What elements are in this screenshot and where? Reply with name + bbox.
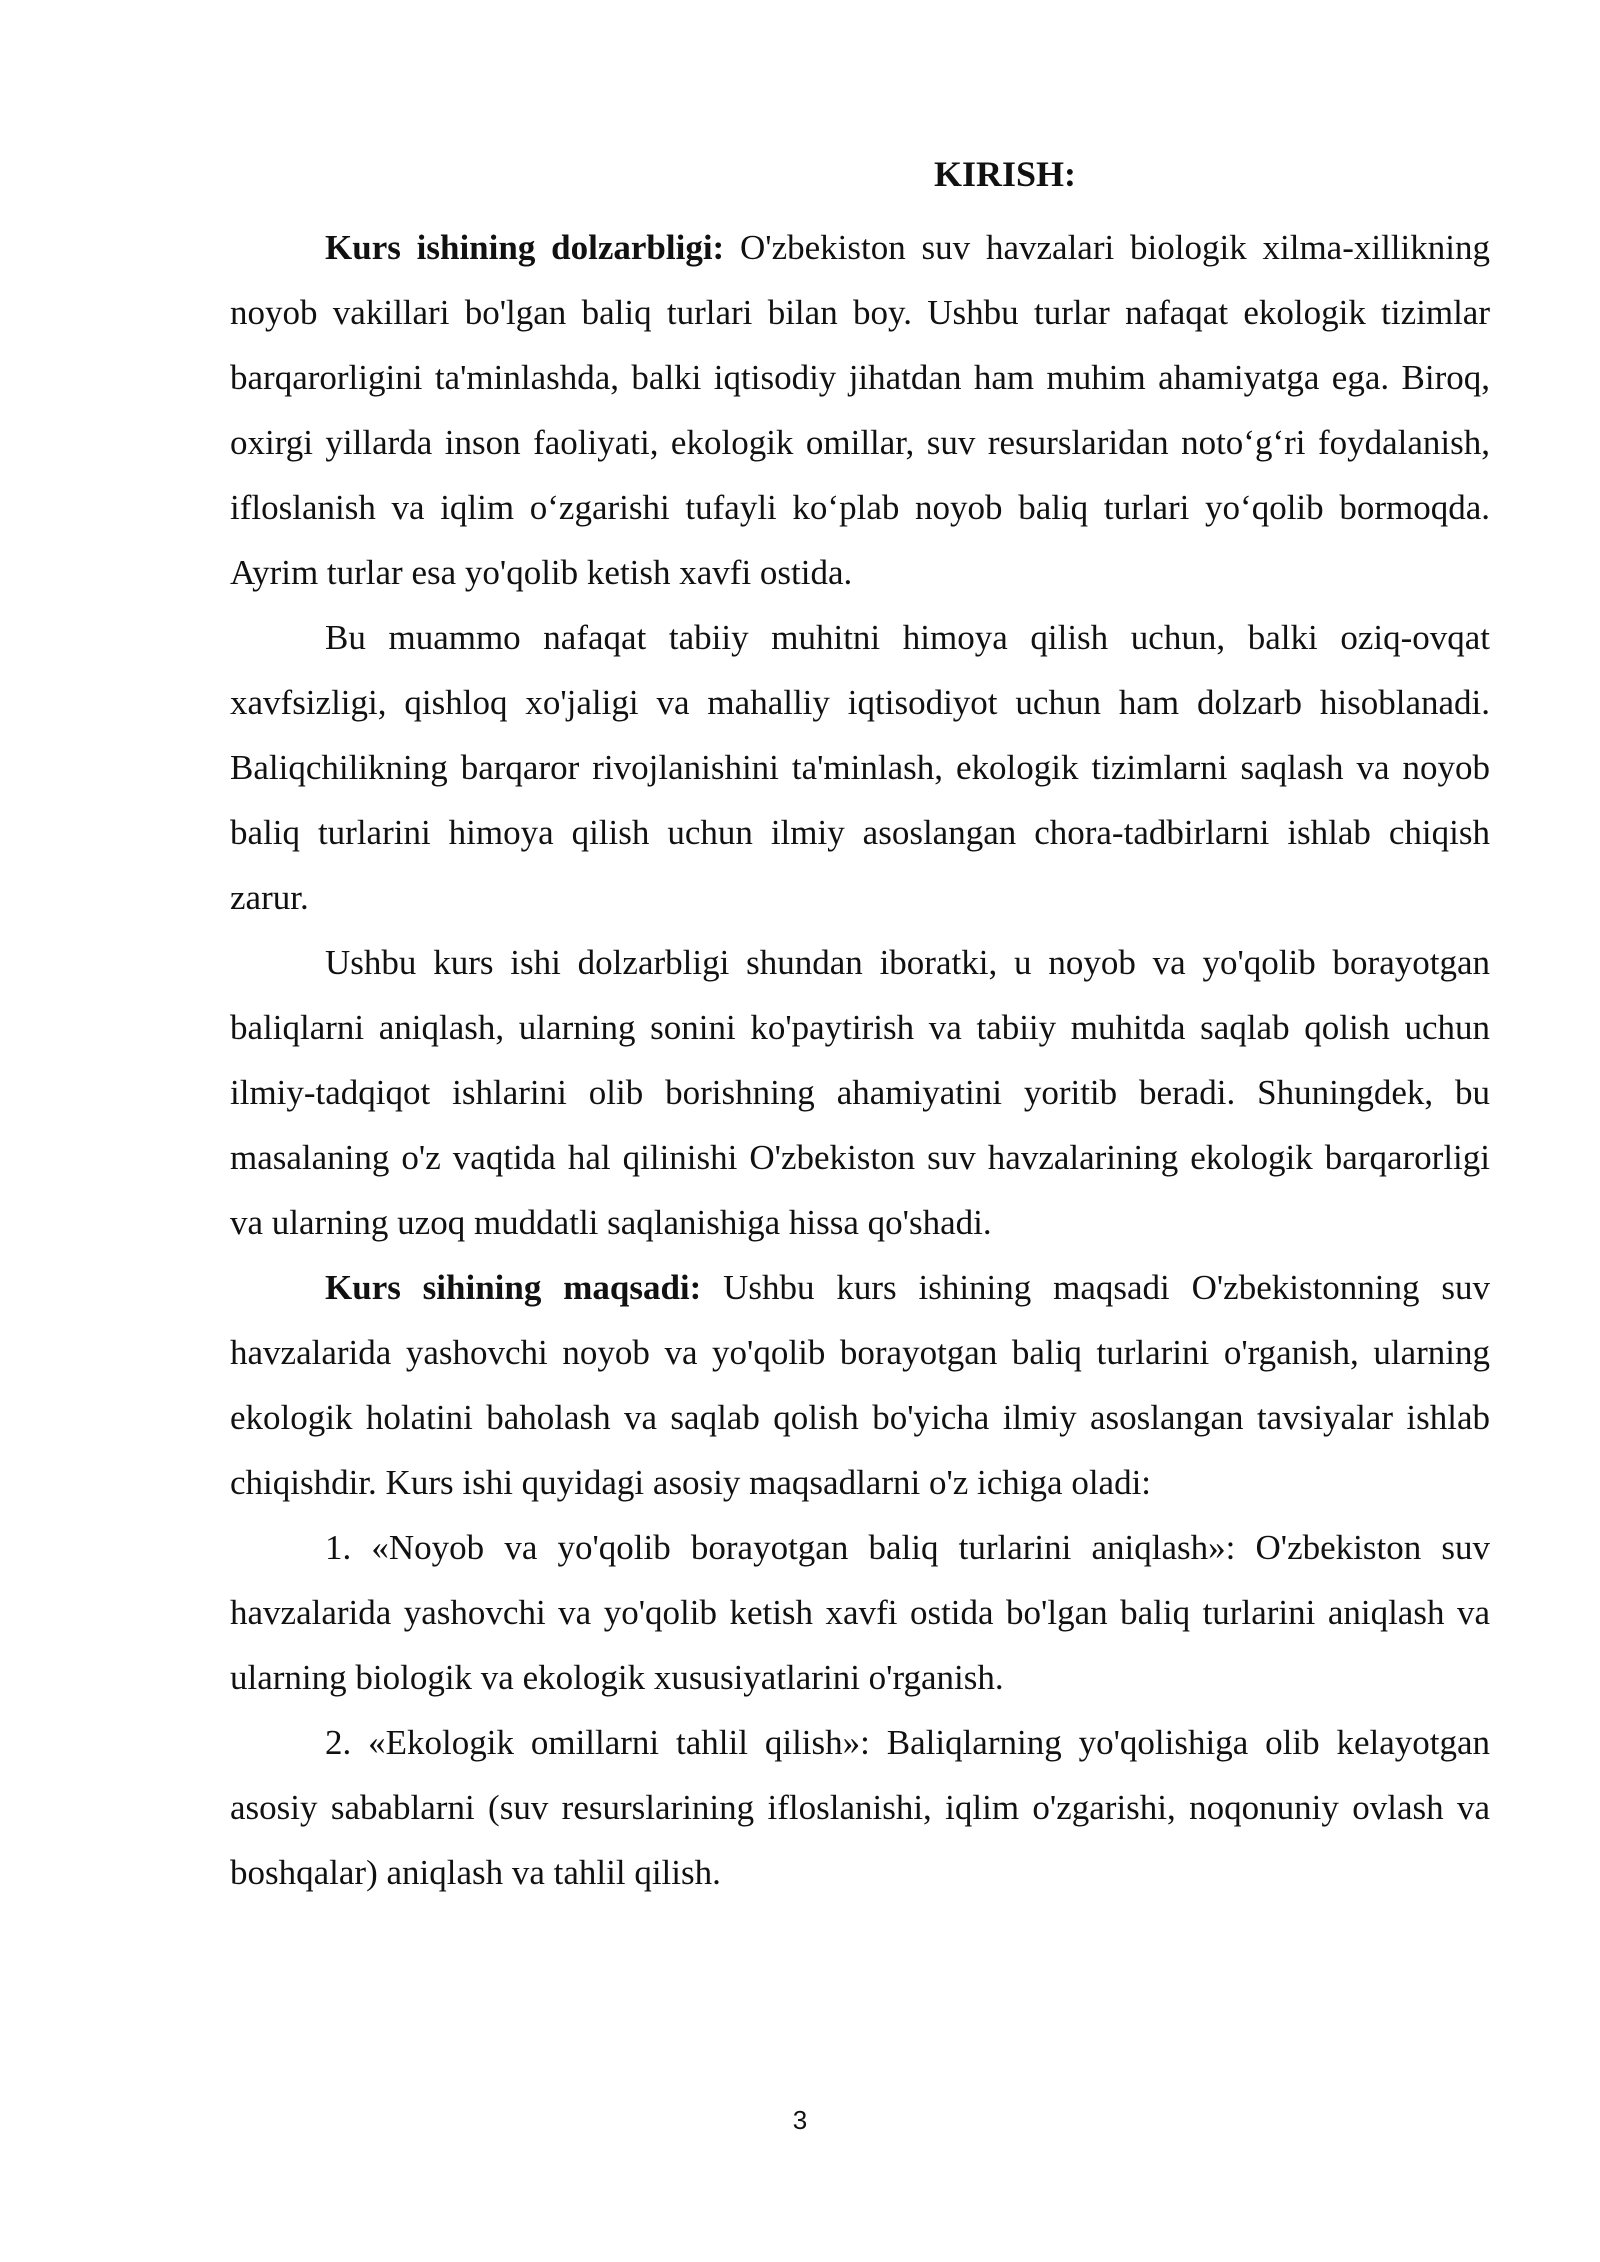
paragraph-text: Bu muammo nafaqat tabiiy muhitni himoya qilish uchun, balki oziq-ovqat xavfsizligi, qishloq xo'jaligi va mahalliy iqtisodiyot uchun ham dolzarb hisoblanadi. Baliqchilikning barqaror rivojlanishini ta'minlash, ekologik tizimlarni saqlash va noyob baliq turlarini himoya qilish uchun ilmiy asoslangan chora-tadbirlarni ishlab chiqish zarur.	[230, 618, 1490, 917]
paragraph-lead: Kurs ishining dolzarbligi:	[325, 228, 725, 267]
document-page	[230, 150, 1490, 1905]
section-heading: KIRISH:	[933, 154, 1077, 194]
paragraph-lead: Kurs sihining maqsadi:	[325, 1268, 702, 1307]
paragraph-text: 2. «Ekologik omillarni tahlil qilish»: Baliqlarning yo'qolishiga olib kelayotgan asosiy sabablarni (suv resurslarining ifloslanishi, iqlim o'zgarishi, noqonuniy ovlash va boshqalar) aniqlash va tahlil qilish.	[230, 1723, 1490, 1892]
list-item-1	[230, 1515, 1490, 1710]
list-item-2	[230, 1710, 1490, 1905]
paragraph-importance	[230, 930, 1490, 1255]
page-number: 3	[792, 2105, 808, 2135]
paragraph-relevance	[230, 215, 1490, 605]
paragraph-problem	[230, 605, 1490, 930]
paragraph-text: Ushbu kurs ishining maqsadi O'zbekistonning suv havzalarida yashovchi noyob va yo'qolib borayotgan baliq turlarini o'rganish, ularning ekologik holatini baholash va saqlab qolish bo'yicha ilmiy asoslangan tavsiyalar ishlab chiqishdir. Kurs ishi quyidagi asosiy maqsadlarni o'z ichiga oladi:	[230, 1268, 1490, 1502]
paragraph-text: Ushbu kurs ishi dolzarbligi shundan iboratki, u noyob va yo'qolib borayotgan baliqlarni aniqlash, ularning sonini ko'paytirish va tabiiy muhitda saqlab qolish uchun ilmiy-tadqiqot ishlarini olib borishning ahamiyatini yoritib beradi. Shuningdek, bu masalaning o'z vaqtida hal qilinishi O'zbekiston suv havzalarining ekologik barqarorligi va ularning uzoq muddatli saqlanishiga hissa qo'shadi.	[230, 943, 1490, 1242]
paragraph-text: 1. «Noyob va yo'qolib borayotgan baliq turlarini aniqlash»: O'zbekiston suv havzalarida yashovchi va yo'qolib ketish xavfi ostida bo'lgan baliq turlarini aniqlash va ularning biologik va ekologik xususiyatlarini o'rganish.	[230, 1528, 1490, 1697]
paragraph-goal	[230, 1255, 1490, 1515]
paragraph-text: O'zbekiston suv havzalari biologik xilma-xillikning noyob vakillari bo'lgan baliq turlari bilan boy. Ushbu turlar nafaqat ekologik tizimlar barqarorligini ta'minlashda, balki iqtisodiy jihatdan ham muhim ahamiyatga ega. Biroq, oxirgi yillarda inson faoliyati, ekologik omillar, suv resurslaridan noto‘g‘ri foydalanish, ifloslanish va iqlim o‘zgarishi tufayli ko‘plab noyob baliq turlari yo‘qolib bormoqda. Ayrim turlar esa yo'qolib ketish xavfi ostida.	[230, 228, 1490, 592]
